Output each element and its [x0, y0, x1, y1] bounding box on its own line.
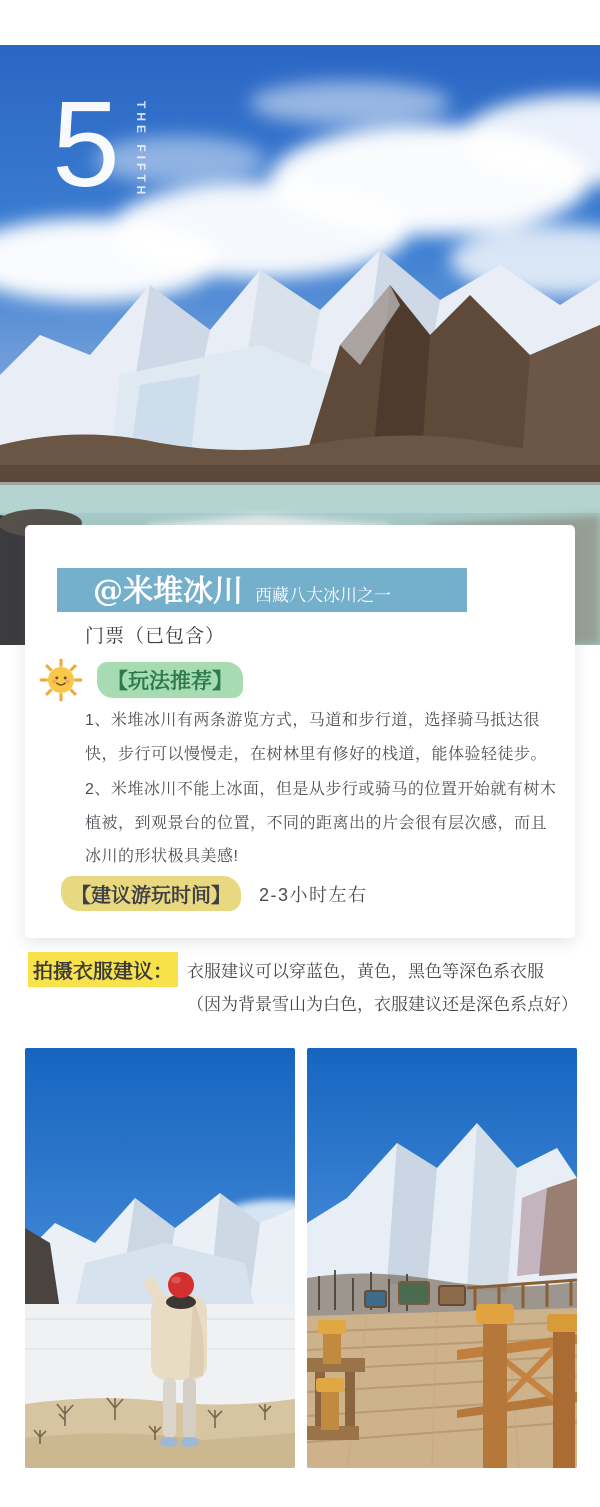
sun-icon: [37, 656, 85, 704]
photo-wooden-walkway: [307, 1048, 577, 1468]
section-number-caption: THE FIFTH: [134, 101, 148, 199]
right-photo-art: [307, 1048, 577, 1468]
play-tip-1: 1、米堆冰川有两条游览方式，马道和步行道，选择骑马抵达很快，步行可以慢慢走，在树林里有修好的栈道，能体验轻徒步。: [85, 712, 548, 763]
ticket-note: 门票（已包含）: [85, 626, 226, 647]
place-title: @米堆冰川: [93, 574, 243, 609]
info-card: [25, 525, 575, 938]
visit-duration-row: [61, 876, 368, 911]
clothing-advice-label: 拍摄衣服建议：: [28, 952, 178, 987]
title-bar: [57, 568, 467, 612]
play-guide-label: 【玩法推荐】: [97, 662, 243, 698]
section-number: 5: [52, 76, 120, 212]
play-tip-2: 2、米堆冰川不能上冰面，但是从步行或骑马的位置开始就有树木植被，到观景台的位置，不同的距离出的片会很有层次感，而且冰川的形状极具美感!: [85, 781, 557, 866]
left-photo-art: [25, 1048, 295, 1468]
clothing-advice-text: 衣服建议可以穿蓝色，黄色，黑色等深色系衣服（因为背景雪山为白色，衣服建议还是深色系点好）: [187, 962, 578, 1015]
photo-frozen-lake-person: [25, 1048, 295, 1468]
visit-duration-label: 【建议游玩时间】: [61, 876, 241, 911]
visit-duration-value: 2-3小时左右: [259, 884, 368, 905]
clothing-advice-section: [28, 952, 576, 1021]
play-guide-tips: [85, 704, 559, 876]
play-guide-header: [37, 656, 243, 704]
place-subtitle: 西藏八大冰川之一: [255, 586, 391, 605]
